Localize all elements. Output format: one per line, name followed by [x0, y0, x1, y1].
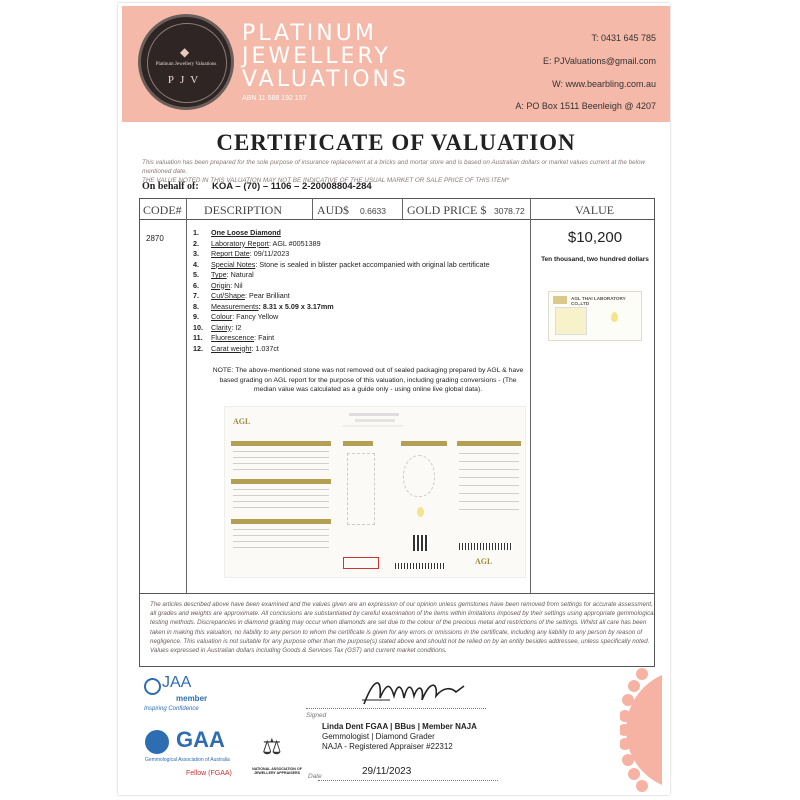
- disclaimer-text: The articles described above have been examined and the values given are an expression of our opinion unless gemstones have been removed from settings for accurate assessment, all grades and weights are approximate. All conclusions are substantiated by careful examination of the items within limitations imposed by their settings using appropriate gemmological testing methods. Discrepancies in diamond grading may occur when diamonds are set due to the colour of the precious metal and restrictions of the settings. Whilst all care has been taken in making this valuation, no liability to any person to whom the certificate is given for any errors or omissions in the certificate, including any liability to any person by reason of negligence. This valuation is not suitable for any purpose other than the purpose(s) stated above and should not be relied on by an entity besides addressee, unless specifically noted. Values expressed in Australian dollars including Goods & Services Tax (GST) and current market conditions.: [150, 601, 656, 655]
- cert-row: [459, 461, 519, 462]
- company-logo: [138, 14, 234, 110]
- cert-section-bar: [231, 479, 331, 484]
- cert-row: [233, 535, 329, 536]
- list-item: 4. Special Notes: Stone is sealed in blister packet accompanied with original lab certificate: [193, 259, 490, 269]
- valuation-words: Ten thousand, two hundred dollars: [541, 256, 649, 263]
- cert-section-bar: [231, 441, 331, 446]
- column-divider: [312, 198, 313, 220]
- cert-header-text: [355, 419, 395, 422]
- item-list: [193, 228, 523, 354]
- scales-icon: ⚖: [262, 734, 282, 759]
- gaa-globe-icon: [145, 730, 169, 754]
- appraiser-block: [322, 722, 522, 752]
- company-name-line-2: JEWELLERY: [242, 44, 391, 69]
- contact-address: A: PO Box 1511 Beenleigh @ 4207: [515, 101, 656, 111]
- header-description: DESCRIPTION: [204, 203, 283, 217]
- header-aud-value: 0.6633: [360, 206, 386, 216]
- qr-code-icon: [413, 535, 429, 551]
- diamond-photo: [417, 507, 424, 517]
- cert-row: [459, 477, 519, 478]
- gaa-fellow: Fellow (FGAA): [186, 770, 232, 777]
- signature-line: [306, 708, 486, 710]
- cert-header-text: [349, 413, 399, 416]
- jaa-member: member: [176, 694, 208, 703]
- cert-row: [233, 541, 329, 542]
- cert-header-text: [343, 425, 403, 427]
- list-item: 7. Cut/Shape: Pear Brilliant: [193, 291, 290, 300]
- agl-logo-icon: [553, 296, 567, 304]
- contact-web: W: www.bearbling.com.au: [552, 79, 656, 89]
- cert-row: [233, 501, 329, 502]
- cert-row: [233, 457, 329, 458]
- list-item: 3. Report Date: 09/11/2023: [193, 249, 290, 258]
- list-item: 8. Measurements: 8.31 x 5.09 x 3.17mm: [193, 301, 334, 311]
- cert-section-bar: [343, 441, 373, 446]
- pear-diamond-icon: [611, 312, 618, 322]
- gaa-subtitle: Gemmological Association of Australia: [145, 757, 230, 763]
- cert-row: [233, 547, 329, 548]
- jaa-tagline: Inspiring Confidence: [144, 706, 199, 712]
- list-item: 12. Carat weight: 1.037ct: [193, 343, 279, 353]
- cert-section-bar: [231, 519, 331, 524]
- cert-row: [459, 509, 519, 510]
- company-name-line-1: PLATINUM: [242, 21, 377, 46]
- column-divider: [530, 198, 531, 594]
- cert-row: [459, 501, 519, 502]
- date-value: 29/11/2023: [362, 766, 412, 777]
- header-code: CODE#: [143, 203, 182, 217]
- valuation-amount: $10,200: [567, 229, 623, 246]
- header-gold-label: GOLD PRICE $: [407, 203, 487, 217]
- logo-monogram: PJV: [167, 74, 205, 86]
- list-item: 5. Type: Natural: [193, 270, 254, 279]
- list-item: 6. Origin: Nil: [193, 280, 243, 290]
- agl-logo: AGL: [233, 417, 251, 426]
- jaa-logo-icon: [144, 678, 161, 695]
- intro-line-2: THE VALUE NOTED IN THIS VALUATION MAY NOT BE INDICATIVE OF THE USUAL MARKET OR SALE PRICE OF THIS ITEM*: [142, 177, 509, 184]
- sealed-packet-photo: [548, 291, 642, 341]
- header-gold-value: 3078.72: [494, 206, 525, 216]
- nalja-logo-text: NATIONAL ASSOCIATION OF JEWELLERY APPRAISERS: [252, 767, 302, 776]
- cert-row: [233, 463, 329, 464]
- column-divider: [186, 198, 187, 594]
- behalf-label: On behalf of:: [142, 181, 199, 192]
- barcode-icon: [395, 563, 445, 569]
- diamond-icon: ◆: [180, 45, 190, 59]
- appraiser-title: Gemmologist | Diamond Grader: [322, 732, 435, 741]
- header-value: VALUE: [575, 203, 615, 217]
- disclaimer-box: [139, 594, 655, 667]
- packet-lab-name: AGL THAI LABORATORY CO.,LTD: [571, 296, 626, 306]
- signature-graphic: [360, 672, 470, 712]
- list-item: 2. Laboratory Report: AGL #0051389: [193, 238, 321, 248]
- cert-row: [233, 451, 329, 452]
- diamond-profile-diagram: [347, 453, 375, 525]
- column-divider: [402, 198, 403, 220]
- document-title: CERTIFICATE OF VALUATION: [216, 130, 576, 155]
- company-name-line-3: VALUATIONS: [242, 67, 409, 92]
- cert-row: [233, 469, 329, 470]
- seal-badge: [620, 666, 662, 794]
- appraiser-name: Linda Dent FGAA | BBus | Member NAJA: [322, 722, 477, 731]
- list-item: 11. Fluorescence: Faint: [193, 333, 275, 342]
- cert-stamp: [343, 557, 379, 569]
- contact-phone: T: 0431 645 785: [591, 33, 656, 43]
- behalf-value: KOA – (70) – 1106 – 2-20008804-284: [212, 181, 372, 192]
- date-label: Date: [308, 773, 322, 780]
- date-line: [318, 780, 498, 781]
- signed-label: Signed: [306, 712, 327, 719]
- contact-email: E: PJValuations@gmail.com: [542, 56, 656, 66]
- list-item: 1. One Loose Diamond: [193, 228, 281, 237]
- cert-row: [459, 469, 519, 470]
- header-aud-label: AUD$: [317, 203, 349, 217]
- diamond-plot-diagram: [403, 455, 435, 497]
- intro-line-1: This valuation has been prepared for the sole purpose of insurance replacement at a bricks and mortar store and is based on Australian dollars or market values current at the below mentioned date.: [142, 159, 646, 175]
- cert-row: [459, 485, 519, 486]
- cert-section-bar: [457, 441, 521, 446]
- cert-row: [233, 507, 329, 508]
- gaa-logo-text: GAA: [176, 727, 225, 752]
- jaa-logo-text: JAA: [162, 674, 192, 691]
- item-code: 2870: [146, 234, 164, 243]
- cert-row: [233, 495, 329, 496]
- agl-logo: AGL: [475, 557, 493, 566]
- appraiser-registration: NAJA - Registered Appraiser #22312: [322, 742, 453, 751]
- cert-row: [459, 493, 519, 494]
- logo-text: Platinum Jewellery Valuations: [155, 62, 217, 67]
- barcode-icon: [459, 543, 513, 550]
- lab-certificate-image: [224, 406, 526, 578]
- cert-row: [459, 453, 519, 454]
- cert-section-bar: [401, 441, 447, 446]
- grading-note: NOTE: The above-mentioned stone was not removed out of sealed packaging prepared by AGL & have based grading on AGL report for the purpose of this valuation, including grading conversions - (The median value was calculated as a guide only - using online live global data).: [212, 367, 524, 393]
- list-item: 9. Colour: Fancy Yellow: [193, 312, 279, 321]
- packet-report: [555, 307, 587, 335]
- cert-row: [233, 529, 329, 530]
- cert-row: [233, 489, 329, 490]
- company-abn: ABN 11 588 192 157: [242, 95, 307, 102]
- list-item: 10. Clarity: I2: [193, 322, 242, 332]
